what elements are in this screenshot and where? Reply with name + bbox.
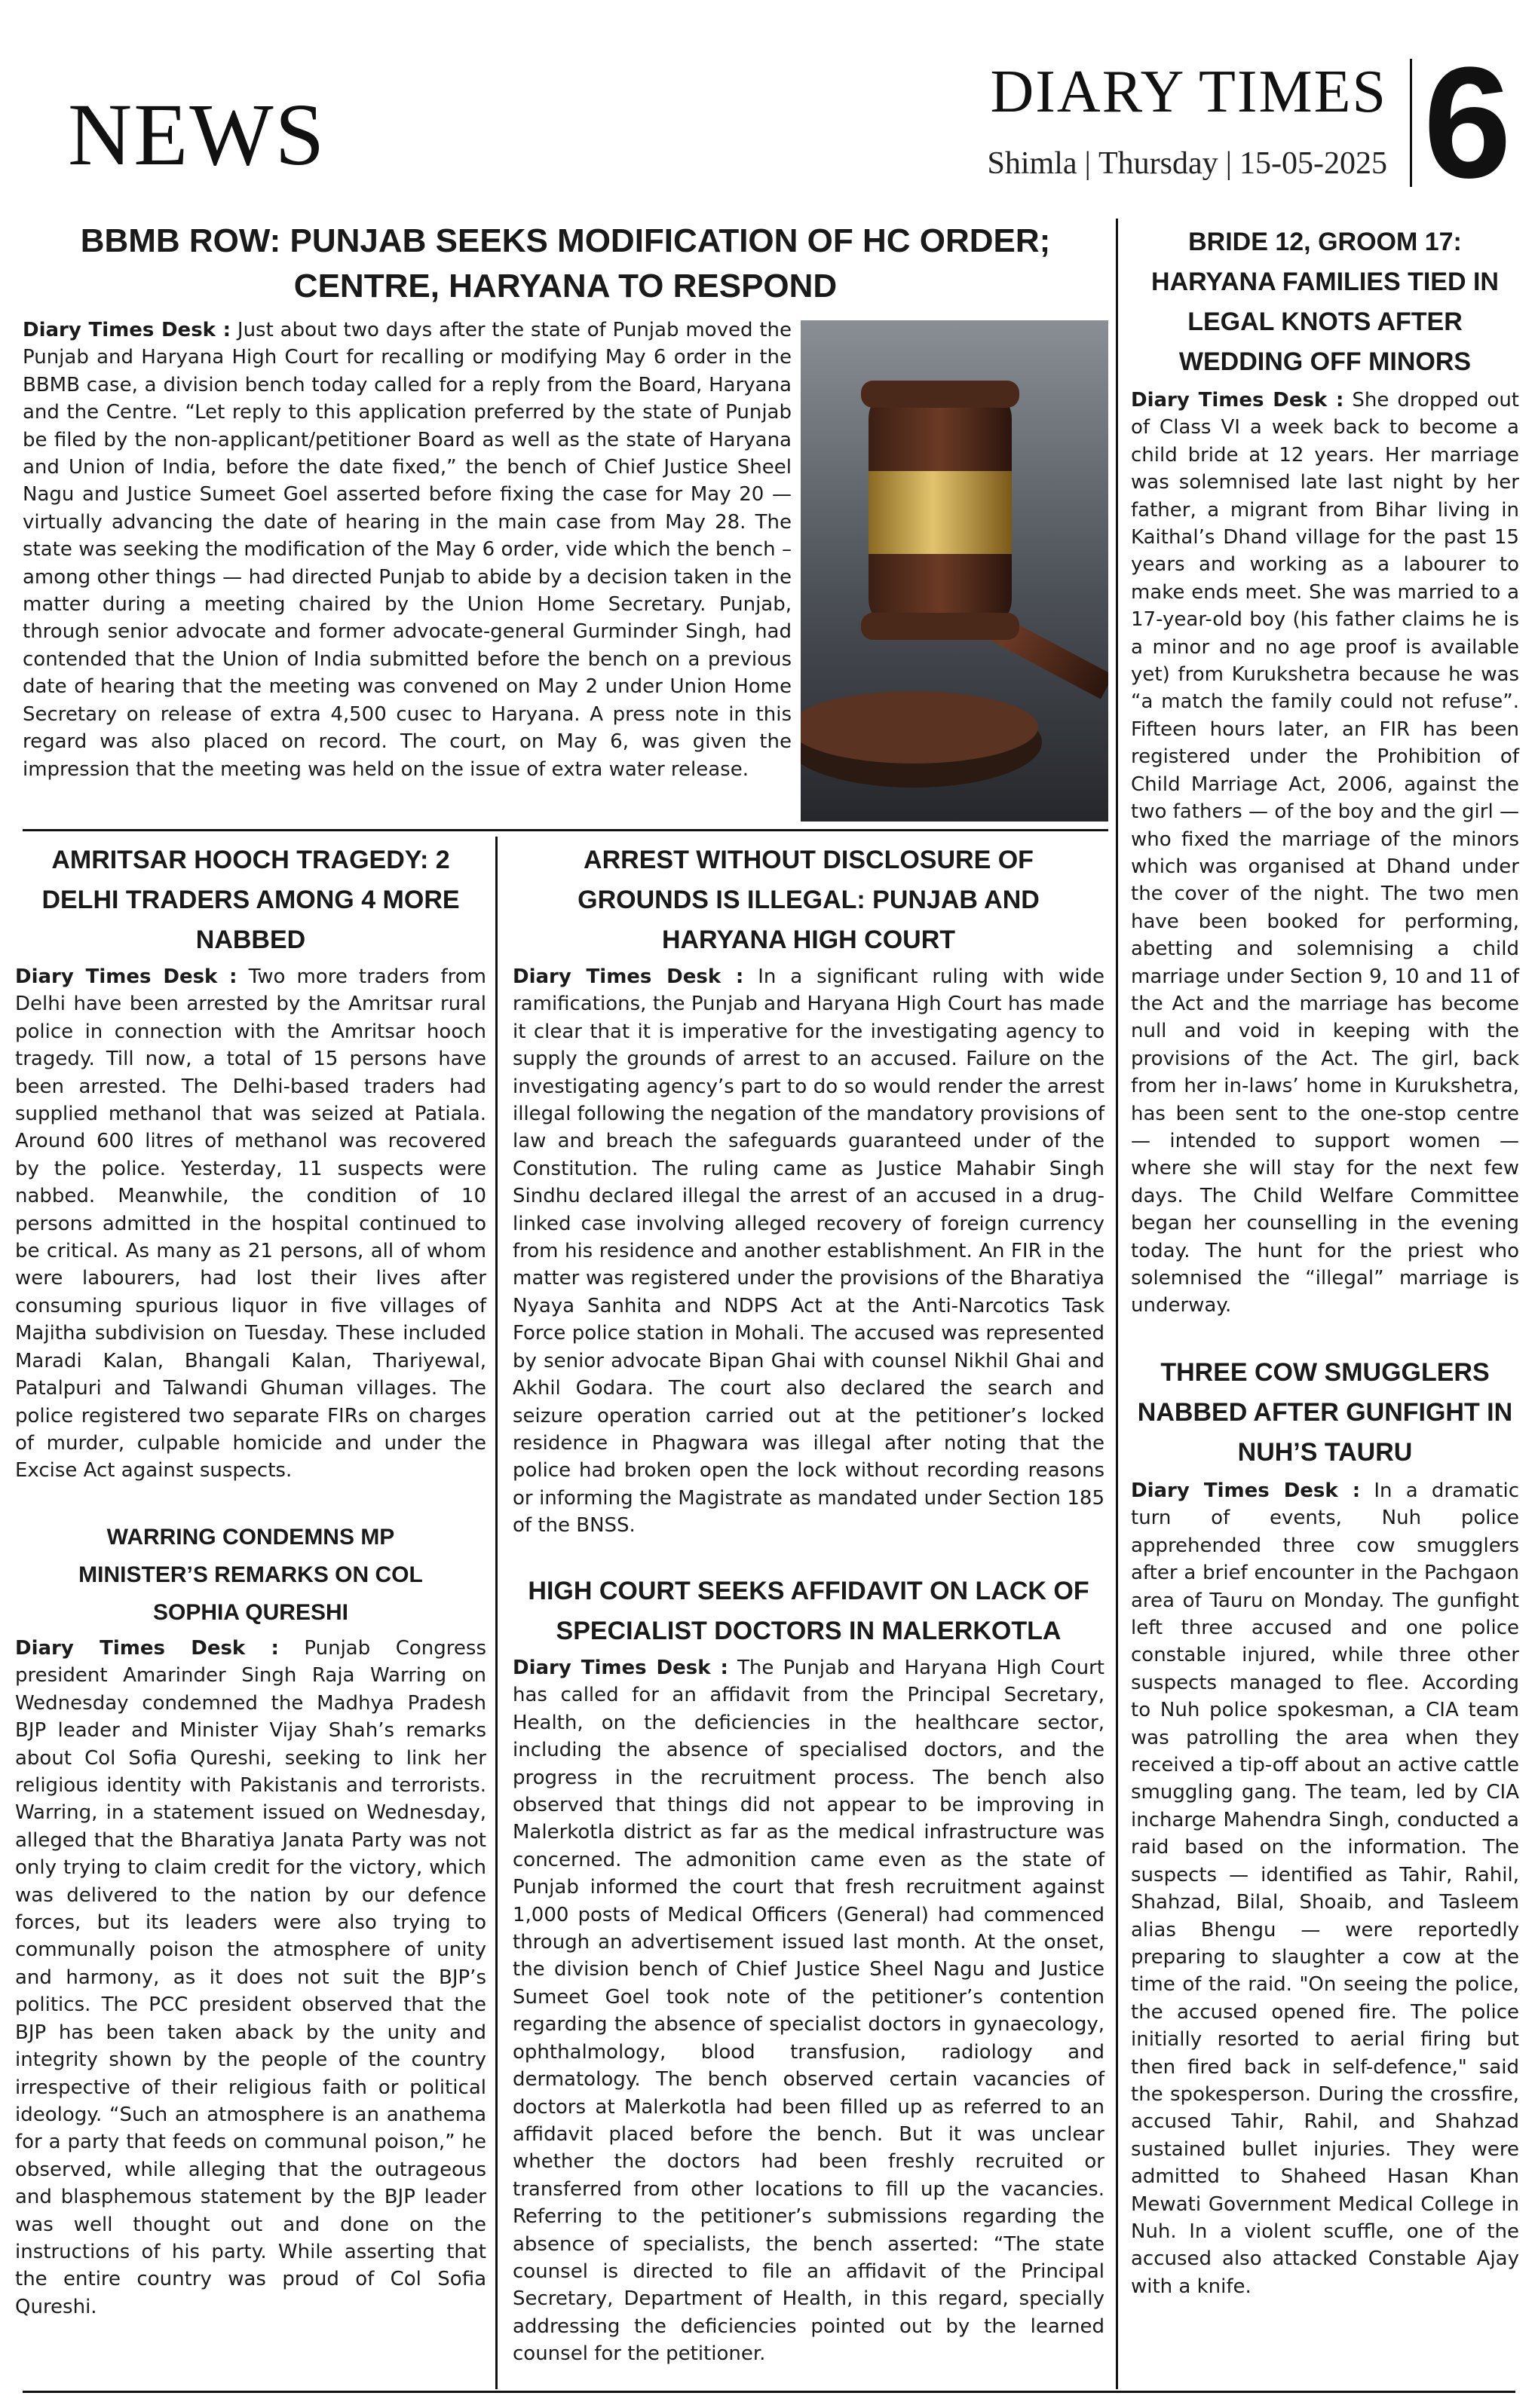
article-hooch bbox=[15, 840, 486, 1485]
byline: Diary Times Desk : bbox=[23, 319, 231, 341]
dateline-date: 15-05-2025 bbox=[1239, 146, 1387, 181]
article-text bbox=[15, 1635, 486, 2321]
headline: WARRING CONDEMNS MP MINISTER’S REMARKS ON COL SOPHIA QURESHI bbox=[78, 1525, 423, 1625]
article-body: Two more traders from Delhi have been arrested by the Amritsar rural police in connection with the Amritsar hooch tragedy. Till now, a total of 15 persons have been arrested. The Delhi-based traders had supplied methanol that was seized at Patiala. Around 600 litres of methanol was recovered by the police. Yesterday, 11 suspects were nabbed. Meanwhile, the condition of 10 persons admitted in the hospital continued to be critical. As many as 21 persons, all of whom were labourers, had lost their lives after consuming spurious liquor in five villages of Majitha subdivision on Tuesday. These included Maradi Kalan, Bhangali Kalan, Thariyewal, Patalpuri and Talwandi Ghuman villages. The police registered two separate FIRs on charges of murder, culpable homicide and under the Excise Act against suspects. bbox=[15, 965, 486, 1482]
byline: Diary Times Desk : bbox=[513, 965, 744, 988]
byline: Diary Times Desk : bbox=[15, 1637, 279, 1660]
headline-line: BBMB ROW: PUNJAB SEEKS MODIFICATION OF HC ORDER; bbox=[80, 222, 1051, 259]
dateline-place: Shimla bbox=[987, 146, 1077, 181]
article-text bbox=[1131, 1477, 1519, 2300]
headline: HIGH COURT SEEKS AFFIDAVIT ON LACK OF SPECIALIST DOCTORS IN MALERKOTLA bbox=[528, 1577, 1089, 1645]
article-text bbox=[1131, 387, 1519, 1320]
article-body: In a dramatic turn of events, Nuh police apprehended three cow smugglers after a brief encounter in the Pachgaon area of Tauru on Monday. The gunfight left three accused and one police constable injured, while three other suspects managed to flee. According to Nuh police spokesman, a CIA team was patrolling the area when they received a tip-off about an active cattle smuggling gang. The team, led by CIA incharge Mahendra Singh, conducted a raid based on the information. The suspects — identified as Tahir, Rahil, Shahzad, Bilal, Shoaib, and Tasleem alias Bhengu — were reportedly preparing to slaughter a cow at the time of the raid. "On seeing the police, the accused opened fire. The police initially resorted to aerial firing but then fired back in self-defence," said the spokesperson. During the crossfire, accused Tahir, Rahil, and Shahzad sustained bullet injuries. They were admitted to Shaheed Hasan Khan Mewati Government Medical College in Nuh. In a violent scuffle, one of the accused also attacked Constable Ajay with a knife. bbox=[1131, 1479, 1519, 2298]
headline: THREE COW SMUGGLERS NABBED AFTER GUNFIGHT IN NUH’S TAURU bbox=[1137, 1358, 1513, 1467]
byline: Diary Times Desk : bbox=[1131, 1479, 1361, 1502]
page-number: 6 bbox=[1423, 34, 1512, 211]
article-body: She dropped out of Class VI a week back to become a child bride at 12 years. Her marriage was solemnised late last night by her father, a migrant from Bihar living in Kaithal’s Dhand village for the past 15 years and working as a labourer to make ends meet. She was married to a 17-year-old boy (his father claims he is a minor and no age proof is available yet) from Kurukshetra because he was “a match the family could not refuse”. Fifteen hours later, an FIR has been registered under the Prohibition of Child Marriage Act, 2006, against the two fathers — of the boy and the girl — who fixed the marriage of the minors which was organised at Dhand under the cover of the night. The two men have been booked for performing, abetting and solemnising a child marriage under Section 9, 10 and 11 of the Act and the marriage has become null and void in keeping with the provisions of the Act. The girl, back from her in-laws’ home in Kurukshetra, has been sent to the one-stop centre — intended to support women — where she will stay for the next few days. The Child Welfare Committee began her counselling in the evening today. The hunt for the priest who solemnised the “illegal” marriage is underway. bbox=[1131, 389, 1519, 1317]
byline: Diary Times Desk : bbox=[513, 1657, 728, 1679]
article-bride bbox=[1131, 222, 1519, 1320]
article-text bbox=[23, 317, 792, 783]
article-cow-smugglers bbox=[1131, 1353, 1519, 2300]
article-text bbox=[513, 963, 1104, 1540]
newspaper-name: DIARY TIMES bbox=[990, 59, 1387, 125]
column-rule bbox=[495, 837, 498, 2389]
section-rule bbox=[23, 829, 1108, 831]
article-warring bbox=[15, 1519, 486, 2321]
article-affidavit bbox=[513, 1571, 1104, 2368]
article-body: The Punjab and Haryana High Court has called for an affidavit from the Principal Secretary, Health, on the deficiencies in the healthcare sector, including the absence of specialised doctors, and the progress in the recruitment process. The bench also observed that things did not appear to be improving in Malerkotla district as far as the medical infrastructure was concerned. The admonition came even as the state of Punjab informed the court that fresh recruitment against 1,000 posts of Medical Officers (General) had commenced through an advertisement issued last month. At the onset, the division bench of Chief Justice Sheel Nagu and Justice Sumeet Goel took note of the petitioner’s contention regarding the absence of specialist doctors in gynaecology, ophthalmology, blood transfusion, radiology and dermatology. The bench observed certain vacancies of doctors at Malerkotla had been filled up as referred to an affidavit placed before the bench. But it was unclear whether the doctors had been freshly recruited or transferred from other locations to fill up the vacancies. Referring to the petitioner’s submissions regarding the absence of specialists, the bench asserted: “The state counsel is directed to file an affidavit of the Principal Secretary, Department of Health, in this regard, specially addressing the deficiencies pointed out by the learned counsel for the petitioner. bbox=[513, 1657, 1104, 2366]
dateline-day: Thursday bbox=[1098, 146, 1218, 181]
article-body: In a significant ruling with wide ramifications, the Punjab and Haryana High Court has made it clear that it is imperative for the investigating agency to supply the grounds of arrest to an accused. Failure on the investigating agency’s part to do so would render the arrest illegal following the negation of the mandatory provisions of law and breach the safeguards guaranteed under of the Constitution. The ruling came as Justice Mahabir Singh Sindhu declared illegal the arrest of an accused in a drug-linked case involving alleged recovery of foreign currency from his residence and another establishment. An FIR in the matter was registered under the provisions of the Bharatiya Nyaya Sanhita and NDPS Act at the Anti-Narcotics Task Force police station in Mohali. The accused was represented by senior advocate Bipan Ghai with counsel Nikhil Ghai and Akhil Godara. The court also declared the search and seizure operation carried out at the petitioner’s locked residence in Phagwara was illegal after noting that the police had broken open the lock without recording reasons or informing the Magistrate as mandated under Section 185 of the BNSS. bbox=[513, 965, 1105, 1538]
article-text bbox=[15, 963, 486, 1485]
headline-line: CENTRE, HARYANA TO RESPOND bbox=[293, 268, 838, 304]
separator: | bbox=[1225, 146, 1233, 181]
article-bbmb bbox=[23, 219, 1108, 309]
separator: | bbox=[1084, 146, 1091, 181]
column-rule bbox=[1116, 219, 1118, 2389]
headline: AMRITSAR HOOCH TRAGEDY: 2 DELHI TRADERS AMONG 4 MORE NABBED bbox=[41, 846, 460, 954]
bottom-rule bbox=[23, 2391, 1515, 2393]
dateline bbox=[988, 148, 1387, 179]
article-body: Punjab Congress president Amarinder Singh Raja Warring on Wednesday condemned the Madhya Pradesh BJP leader and Minister Vijay Shah’s remarks about Col Sofia Qureshi, seeking to link her religious identity with Pakistanis and terrorists. Warring, in a statement issued on Wednesday, alleged that the Bharatiya Janata Party was not only trying to claim credit for the victory, which was delivered to the nation by our defence forces, but its leaders were also trying to communally poison the atmosphere of unity and harmony, as it does not suit the BJP’s politics. The PCC president observed that the BJP has been taken aback by the unity and integrity shown by the people of the country irrespective of their religious faith or political ideology. “Such an atmosphere is an anathema for a party that feeds on communal poison,” he observed, while alleging that the outrageous and blasphemous statement by the BJP leader was well thought out and done on the instructions of his party. While asserting that the entire country was proud of Col Sofia Qureshi. bbox=[15, 1637, 486, 2318]
headline bbox=[23, 219, 1108, 309]
headline: BRIDE 12, GROOM 17: HARYANA FAMILIES TIED IN LEGAL KNOTS AFTER WEDDING OFF MINORS bbox=[1151, 228, 1499, 376]
article-arrest bbox=[513, 840, 1104, 1540]
byline: Diary Times Desk : bbox=[1131, 389, 1344, 412]
byline: Diary Times Desk : bbox=[15, 965, 237, 988]
article-text bbox=[513, 1654, 1104, 2368]
masthead-divider bbox=[1410, 59, 1412, 187]
gavel-photo bbox=[801, 320, 1108, 822]
article-body: Just about two days after the state of Punjab moved the Punjab and Haryana High Court for recalling or modifying May 6 order in the BBMB case, a division bench today called for a reply from the Board, Haryana and the Centre. “Let reply to this application preferred by the state of Punjab be filed by the non-applicant/petitioner Board as well as the state of Haryana and Union of India, before the date fixed,” the bench of Chief Justice Sheel Nagu and Justice Sumeet Goel asserted before fixing the case for May 20 — virtually advancing the date of hearing in the main case from May 28. The state was seeking the modification of the May 6 order, vide which the bench – among other things — had directed Punjab to abide by a decision taken in the matter during a meeting chaired by the Union Home Secretary. Punjab, through senior advocate and former advocate-general Gurminder Singh, had contended that the Union of India submitted before the bench on a previous date of hearing that the meeting was convened on May 2 under Union Home Secretary on release of extra 4,500 cusec to Haryana. A press note in this regard was also placed on record. The court, on May 6, was given the impression that the meeting was held on the issue of extra water release. bbox=[23, 319, 792, 781]
section-title: NEWS bbox=[68, 85, 326, 184]
article-bbmb-body bbox=[23, 317, 792, 783]
headline: ARREST WITHOUT DISCLOSURE OF GROUNDS IS ILLEGAL: PUNJAB AND HARYANA HIGH COURT bbox=[578, 846, 1040, 954]
